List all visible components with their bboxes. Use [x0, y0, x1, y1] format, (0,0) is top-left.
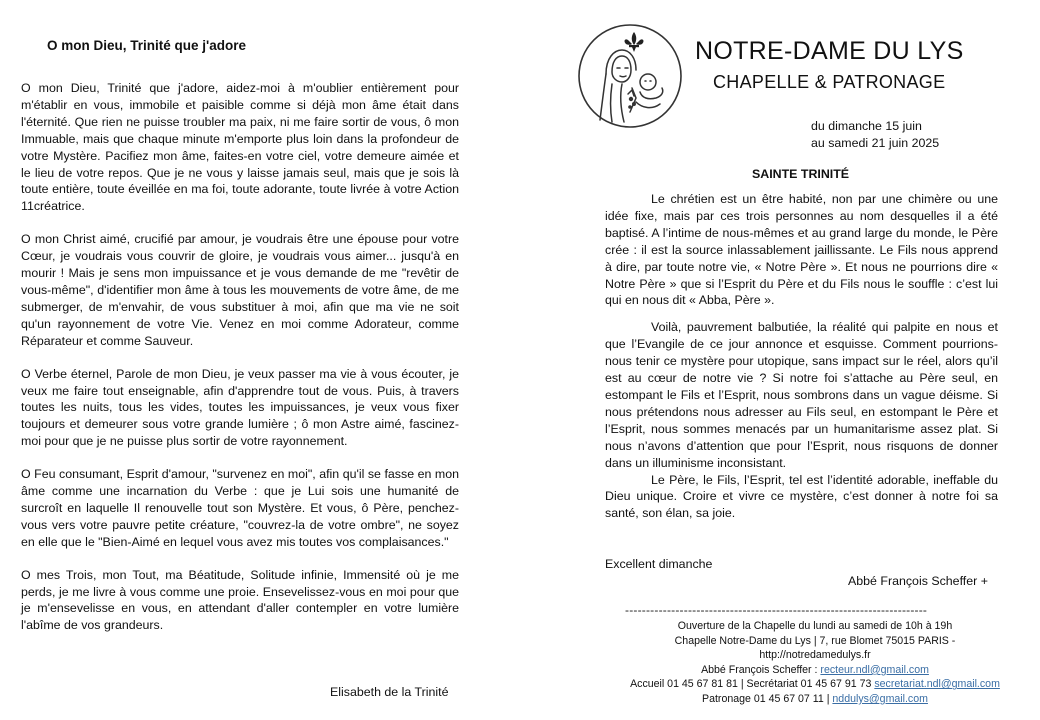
- homily-paragraph: Le Père, le Fils, l’Esprit, tel est l’identité adorable, ineffable du Dieu unique. Croire et vivre ce mystère, c’est donner à notre foi sa santé, son élan, sa joie.: [605, 472, 998, 521]
- rector-label: Abbé François Scheffer :: [701, 663, 821, 676]
- patronage-contact: [605, 692, 1025, 707]
- footer-divider: ------------------------------------------------------------------------: [625, 603, 928, 617]
- homily-author: Abbé François Scheffer +: [848, 574, 988, 588]
- date-start: du dimanche 15 juin: [811, 119, 922, 133]
- phone-contact: [605, 677, 1025, 692]
- closing-greeting: Excellent dimanche: [605, 557, 713, 571]
- website: http://notredamedulys.fr: [759, 649, 871, 662]
- patronage-label: Patronage 01 45 67 07 11 |: [702, 692, 833, 705]
- prayer-paragraph: O mon Christ aimé, crucifié par amour, je voudrais être une épouse pour votre Cœur, je voudrais vous couvrir de gloire, je voudrais vous aimer... jusqu'à en mourir ! Mais je sens mon impuissance et je vous demande de me "revêtir de vous-même", d'identifier mon âme à tous les mouvements de votre âme, de me submerger, de m'envahir, de vous substituer à moi, afin que ma vie ne soit qu'un rayonnement de votre Vie. Venez en moi comme Adorateur, comme Réparateur et comme Sauveur.: [21, 232, 459, 348]
- homily-body: [605, 191, 998, 522]
- rector-email-link[interactable]: recteur.ndl@gmail.com: [820, 663, 929, 676]
- prayer-body: [21, 80, 459, 650]
- section-title: SAINTE TRINITÉ: [752, 167, 850, 181]
- prayer-paragraph: O Feu consumant, Esprit d'amour, "survenez en moi", afin qu'il se fasse en mon âme comme une incarnation du Verbe : que je Lui sois une humanité de surcroît en laquelle Il renouvelle tout son Mystère. Et vous, ô Père, penchez-vous vers votre pauvre petite créature, "couvrez-la de votre ombre", ne soyez en elle que le "Bien-Aimé en lequel vous avez mis toutes vos complaisances.": [21, 467, 459, 549]
- prayer-paragraph: O mon Dieu, Trinité que j'adore, aidez-moi à m'oublier entièrement pour m'établir en vous, immobile et paisible comme si déjà mon âme était dans l'éternité. Que rien ne puisse troubler ma paix, ni me faire sortir de vous, ô mon Immuable, mais que chaque minute m'emporte plus loin dans la profondeur de votre Mystère. Pacifiez mon âme, faites-en votre ciel, votre demeure aimée et le lieu de votre repos. Que je ne vous y laisse jamais seul, mais que je sois là toute entière, toute éveillée en ma foi, toute adorante, toute livrée à votre Action 11créatrice.: [21, 81, 459, 214]
- chapel-title: NOTRE-DAME DU LYS: [695, 37, 964, 65]
- madonna-child-fleur-de-lys-logo: [576, 22, 684, 130]
- footer-contact: [605, 619, 1025, 707]
- chapel-subtitle: CHAPELLE & PATRONAGE: [713, 72, 946, 92]
- patronage-email-link[interactable]: nddulys@gmail.com: [832, 692, 928, 705]
- prayer-paragraph: O mes Trois, mon Tout, ma Béatitude, Solitude infinie, Immensité où je me perds, je me livre à vous comme une proie. Ensevelissez-vous en moi pour que je m'ensevelisse en vous, en attendant d'aller contempler en votre lumière l'abîme de vos grandeurs.: [21, 567, 459, 633]
- homily-paragraph: Le chrétien est un être habité, non par une chimère ou une idée fixe, mais par ces trois personnes au nom desquelles il a été baptisé. A l’intime de nous-mêmes et au grand large du monde, le Père crée : il est la source inlassablement jaillissante. Le Fils nous apprend à dire, par toute notre vie, « Notre Père ». Et nous ne pourrions dire « Notre Père » que si l’Esprit du Père et du Fils nous le souffle : c’est lui qui en nous dit « Abba, Père ».: [605, 192, 998, 308]
- homily-paragraph: Voilà, pauvrement balbutiée, la réalité qui palpite en nous et que l’Evangile de ce jour annonce et esquisse. Comment pourrions-nous tenir ce mystère pour utopique, sans impact sur le réel, alors qu’il est au cœur de notre vie ? Si notre foi s’attache au Père seul, en estompant le Fils et l’Esprit, nous sombrons dans un vague déisme. Si nous prétendons nous adresser au Fils seul, en estompant le Père et l’Esprit, nous sommes menacés par un humanitarisme assez plat. Si nous n’avons d’attention que pour l’Esprit, nous risquons de donner dans un illuminisme inconsistant.: [605, 320, 998, 470]
- date-end: au samedi 21 juin 2025: [811, 136, 940, 150]
- date-range: [811, 118, 939, 152]
- opening-hours: Ouverture de la Chapelle du lundi au samedi de 10h à 19h: [677, 620, 953, 632]
- prayer-paragraph: O Verbe éternel, Parole de mon Dieu, je veux passer ma vie à vous écouter, je veux me faire tout enseignable, afin d'apprendre tout de vous. Puis, à travers toutes les nuits, tous les vides, toutes les impuissances, je veux vous fixer toujours et demeurer sous votre grande lumière ; ô mon Astre aimé, fascinez-moi pour que je ne puisse plus sortir de votre rayonnement.: [21, 366, 459, 449]
- rector-contact: [605, 663, 1025, 678]
- prayer-signature: Elisabeth de la Trinité: [330, 685, 449, 699]
- secretariat-email-link[interactable]: secretariat.ndl@gmail.com: [874, 678, 1000, 691]
- phone-label: Accueil 01 45 67 81 81 | Secrétariat 01 45 67 91 73: [630, 678, 875, 691]
- prayer-title: O mon Dieu, Trinité que j'adore: [47, 38, 246, 53]
- address: Chapelle Notre-Dame du Lys | 7, rue Blomet 75015 PARIS -: [674, 634, 956, 647]
